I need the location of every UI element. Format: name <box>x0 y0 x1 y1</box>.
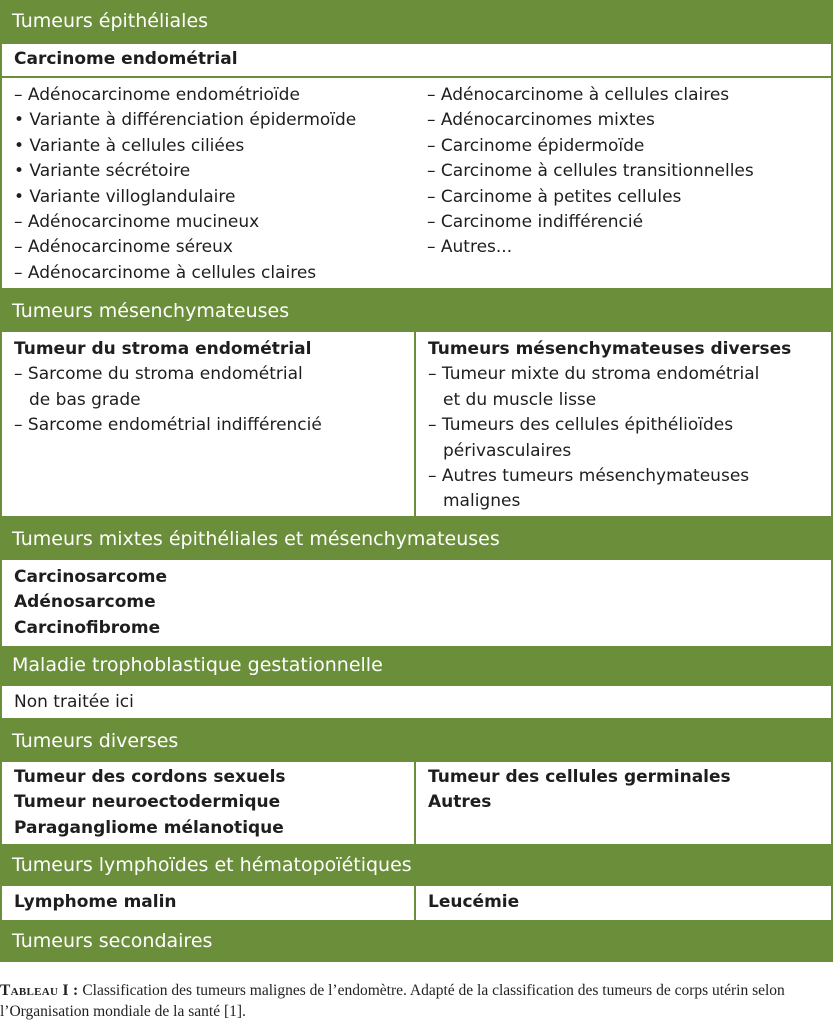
list-item: – Carcinome indifférencié <box>427 211 644 232</box>
table-caption <box>0 980 833 1022</box>
epitheliales-right-list <box>427 83 754 261</box>
section-header-secondaires: Tumeurs secondaires <box>12 930 213 952</box>
lymphoides-right-cell <box>416 886 831 920</box>
list-item: Carcinofibrome <box>14 617 161 638</box>
cell-title: Tumeur du stroma endométrial <box>14 339 312 359</box>
list-item: – Sarcome du stroma endométrial <box>14 364 303 385</box>
list-item: et du muscle lisse <box>443 389 597 410</box>
list-item: Tumeur des cordons sexuels <box>14 767 286 787</box>
trophoblastique-cell <box>2 686 831 718</box>
list-item: • Variante à cellules ciliées <box>14 135 245 156</box>
list-item: – Adénocarcinomes mixtes <box>427 110 655 131</box>
subheader-carcinome-endometrial: Carcinome endométrial <box>14 49 238 69</box>
list-item: – Adénocarcinome à cellules claires <box>427 85 730 105</box>
list-item: Tumeur des cellules germinales <box>428 767 731 787</box>
list-item: – Carcinome épidermoïde <box>427 135 645 156</box>
list-item: Adénosarcome <box>14 592 156 613</box>
mesenchymateuses-left-cell <box>2 332 414 516</box>
diverses-right-cell <box>416 762 831 844</box>
list-item: – Tumeurs des cellules épithélioïdes <box>428 415 734 436</box>
cell-text: Lymphome malin <box>14 892 177 912</box>
list-item: – Adénocarcinome mucineux <box>14 211 260 232</box>
list-item: – Autres... <box>427 237 513 258</box>
section-header-trophoblastique: Maladie trophoblastique gestationnelle <box>12 654 383 676</box>
list-item: Carcinosarcome <box>14 567 167 587</box>
subheader-cell <box>2 44 831 76</box>
list-item: – Autres tumeurs mésenchymateuses <box>428 465 750 486</box>
list-item: – Sarcome endométrial indifférencié <box>14 415 322 436</box>
list-item: • Variante à différenciation épidermoïde <box>14 110 357 131</box>
section-header-mixtes: Tumeurs mixtes épithéliales et mésenchymateuses <box>12 528 500 550</box>
list-item: Autres <box>428 792 492 813</box>
list-item: • Variante sécrétoire <box>14 161 191 182</box>
section-header-mesenchymateuses: Tumeurs mésenchymateuses <box>12 300 290 322</box>
list-item: périvasculaires <box>443 440 572 461</box>
caption-text: Classification des tumeurs malignes de l’endomètre. Adapté de la classification des tumeurs de corps utérin selon l’Organisation mondiale de la santé [1]. <box>0 982 785 1020</box>
list-item: malignes <box>443 491 521 512</box>
list-item: Tumeur neuroectodermique <box>14 792 281 813</box>
section-header-epitheliales: Tumeurs épithéliales <box>12 10 209 32</box>
cell-text: Leucémie <box>428 892 520 912</box>
diverses-left-cell <box>2 762 414 844</box>
section-header-lymphoides: Tumeurs lymphoïdes et hématopoïétiques <box>12 854 412 876</box>
list-item: • Variante villoglandulaire <box>14 186 236 207</box>
caption-label: Tableau I : <box>0 982 79 999</box>
list-item: – Adénocarcinome endométrioïde <box>14 85 300 105</box>
list-item: – Adénocarcinome séreux <box>14 237 233 258</box>
list-item: de bas grade <box>29 389 141 410</box>
epitheliales-left-list <box>14 83 356 286</box>
lymphoides-left-cell <box>2 886 414 920</box>
list-item: – Tumeur mixte du stroma endométrial <box>428 364 760 385</box>
cell-text: Non traitée ici <box>14 692 134 712</box>
list-item: – Carcinome à petites cellules <box>427 186 682 207</box>
cell-title: Tumeurs mésenchymateuses diverses <box>428 339 792 359</box>
epitheliales-body <box>2 78 831 288</box>
mesenchymateuses-right-cell <box>416 332 831 516</box>
list-item: – Carcinome à cellules transitionnelles <box>427 161 754 182</box>
list-item: Paragangliome mélanotique <box>14 817 284 838</box>
mixtes-cell <box>2 560 831 646</box>
list-item: – Adénocarcinome à cellules claires <box>14 262 317 283</box>
section-header-diverses: Tumeurs diverses <box>12 730 179 752</box>
